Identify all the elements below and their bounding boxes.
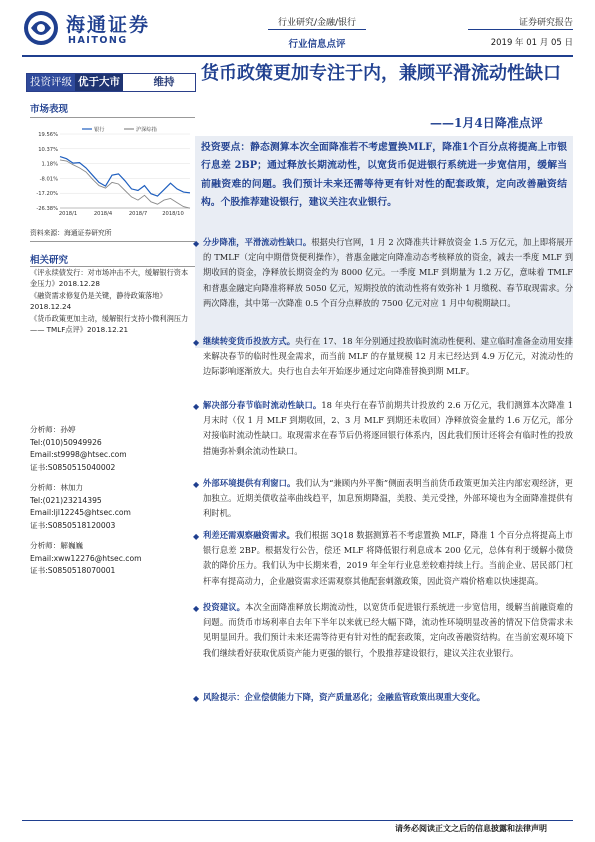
related-item[interactable]: 《货币政策更加主动，缓解银行支持小微利润压力—— TMLF点评》2018.12.21: [30, 314, 189, 334]
analyst-block-2: [30, 482, 200, 532]
header-category: 行业研究/金融/银行: [277, 18, 357, 28]
bullet-head: 外部环境提供有利窗口。: [203, 478, 296, 488]
bullet-marker-icon: ◆: [193, 239, 200, 248]
y-tick-label: -26.38%: [36, 206, 58, 212]
y-tick-label: -17.20%: [36, 191, 58, 198]
bullet-item: [193, 690, 573, 705]
header-date: 2019 年 01 月 05 日: [490, 38, 573, 48]
related-title: 相关研究: [30, 255, 69, 266]
header-divider-right: [468, 29, 573, 30]
analyst-cert: 证书:S0850518120003: [30, 520, 116, 530]
y-tick-label: 1.18%: [41, 161, 58, 168]
bullet-body: 根据央行官网，1 月 2 次降准共计释放资金 1.5 万亿元，加上即将展开的 TMLF（定向中期借贷便利操作），普惠金融定向降准动态考核释放的资金，减去一季度 MLF 到期收回的资金，净释放长期资金约为 8000 亿元。一季度 MLF 到期量为 1.2 万亿，意味着 TMLF 和普惠金融定向降准将释放 5050 亿元，短期投放的流动性将有效弥补 1 月缴税、春节取现需求。分两次降准，其中第一次降准 0.5 个百分点释放的 7500 亿元对应 1 月中旬税期缺口。: [203, 237, 573, 308]
keypoint-text: 投资要点：静态测算本次全面降准若不考虑置换MLF，降准1个百分点将提高上市银行息差 2BP；通过释放长期流动性，以宽货币促进银行系统进一步宽信用，缓解当前融资难的问题。我们预计未来还需等待更有针对性的配套政策，定向改善融资结构。个股推荐建设银行，建议关注农业银行。: [201, 142, 567, 208]
chart-source: 资料来源：海通证券研究所: [30, 229, 112, 237]
bullet-item: [193, 398, 573, 459]
analyst-block-3: [30, 540, 200, 578]
bullet-head: 风险提示：企业偿债能力下降，资产质量恶化；金融监管政策出现重大变化。: [203, 692, 486, 702]
bullet-head: 投资建议。: [203, 602, 246, 612]
logo-en-text: HAITONG: [68, 35, 128, 46]
rating-label: 投资评级: [27, 74, 75, 91]
analyst-email[interactable]: Email:st9998@htsec.com: [30, 450, 127, 459]
report-subtitle: ——1月4日降准点评: [430, 116, 543, 130]
legend-label: 银行: [94, 127, 105, 133]
bullet-item: [193, 600, 573, 661]
footer-disclaimer[interactable]: 请务必阅读正文之后的信息披露和法律声明: [395, 824, 547, 833]
analyst-name: 分析师：解巍巍: [30, 541, 84, 550]
market-chart: [30, 124, 195, 216]
bullet-marker-icon: ◆: [193, 480, 200, 489]
header-divider: [268, 29, 366, 30]
related-item[interactable]: 《融资需求修复仍是关键，静待政策落地》2018.12.24: [30, 291, 167, 311]
rating-value: 优于大市: [75, 74, 123, 91]
market-title: 市场表现: [30, 104, 69, 115]
bullet-body: 我们认为“兼顾内外平衡”侧面表明当前货币政策更加关注内部宏观经济，更加独立。近期美债收益率曲线趋平，加息预期降温，美股、美元受挫，外部环境也为全面降准提供有利时机。: [203, 478, 573, 519]
header-rule: [22, 55, 573, 57]
analyst-tel: Tel:(010)50949926: [30, 437, 102, 447]
y-tick-label: 19.56%: [38, 132, 58, 138]
related-item[interactable]: 《评永续债发行：对市场冲击不大，缓解银行资本金压力》2018.12.28: [30, 268, 189, 288]
x-tick-label: 2018/4: [93, 211, 113, 216]
bullet-item: [193, 334, 573, 380]
x-tick-label: 2018/1: [58, 211, 78, 216]
bullet-head: 继续转变货币投放方式。: [203, 336, 296, 346]
bullet-body: 我们根据 3Q18 数据测算若不考虑置换 MLF，降准 1 个百分点将提高上市银行息差 2BP。根据发行公告，偿还 MLF 将降低银行利息成本 200 亿元，总体有利于缓解小微贷款的降价压力。我们认为中长期来看，2019 年全年行业息差较难持续上行。当前企业、居民部门杠杆率有提高动力，企业融资需求还需观察其他配套刺激政策，因此资产端价格难以快速提高。: [203, 530, 573, 586]
bullet-body: 央行在 17、18 年分别通过投放临时流动性便利、建立临时准备金动用安排来解决春节的临时性现金需求，而当前 MLF 的存量规模 12 月末已经达到 4.9 万亿元，对流动性的边际影响逐渐放大。央行也自去年开始逐步通过定向降准替换到期 MLF。: [203, 336, 573, 377]
report-title: 货币政策更加专注于内，兼顾平滑流动性缺口: [201, 63, 561, 84]
market-bottom-rule: [30, 241, 195, 242]
analyst-cert: 证书:S0850518070001: [30, 566, 116, 575]
header-firm-report: 证券研究报告: [518, 18, 573, 28]
bullet-body: 本次全面降准释放长期流动性，以宽货币促进银行系统进一步宽信用，缓解当前融资难的问题。而货币市场利率自去年下半年以来就已经大幅下降，流动性环境明显改善的情况下信贷需求未见明显回升。我们预计未来还需等待更有针对性的配套政策，定向改善融资结构。在当前宏观环境下我们继续看好获取优质资产能力更强的银行，个股推荐建设银行，建议关注农业银行。: [203, 602, 573, 658]
rating-action: 维持: [153, 76, 175, 88]
bullet-body: 18 年央行在春节前期共计投放约 2.6 万亿元，我们测算本次降准 1 月末时（仅 1 月 MLF 到期收回，2、3 月 MLF 到期还未收回）净释放资金量约 1.6 万亿元，部分对接临时流动性缺口。取现需求在春节后仍将逐回银行体系内，因此我们预计还将会有临时性的投放措施弥补剩余流动性缺口。: [203, 400, 573, 456]
y-tick-label: -8.01%: [39, 176, 58, 183]
bullet-marker-icon: ◆: [193, 532, 200, 541]
bullet-marker-icon: ◆: [193, 338, 200, 347]
series-line-index: [60, 160, 190, 208]
analyst-email[interactable]: Email:xww12276@htsec.com: [30, 553, 142, 563]
bullet-item: [193, 528, 573, 589]
analyst-email[interactable]: Email:ljl12245@htsec.com: [30, 508, 131, 517]
bullet-head: 解决部分春节临时流动性缺口。: [203, 400, 322, 410]
y-tick-label: 10.37%: [38, 146, 58, 153]
analyst-name: 分析师：林加力: [30, 483, 84, 492]
rating-box: [26, 73, 196, 92]
footer-rule: [22, 820, 573, 821]
market-rule: [30, 117, 195, 118]
related-rule: [30, 266, 195, 267]
bullet-item: [193, 235, 573, 311]
legend-label: 沪深综指: [136, 127, 157, 133]
analyst-cert: 证书:S0850515040002: [30, 462, 116, 472]
x-tick-label: 2018/7: [128, 211, 148, 216]
bullet-marker-icon: ◆: [193, 402, 200, 411]
analyst-name: 分析师：孙婷: [30, 425, 76, 434]
logo-cn-text: 海通证券: [66, 14, 151, 36]
analyst-block-1: [30, 424, 200, 474]
bullet-head: 分步降准，平滑流动性缺口。: [203, 237, 312, 247]
bullet-item: [193, 476, 573, 522]
header-report-type: 行业信息点评: [288, 39, 346, 50]
x-tick-label: 2018/10: [162, 211, 184, 216]
analyst-tel: Tel:(021)23214395: [30, 495, 102, 505]
bullet-head: 利差还需观察融资需求。: [203, 530, 295, 540]
haitong-logo: [22, 8, 172, 48]
related-list: [30, 268, 195, 335]
bullet-marker-icon: ◆: [193, 694, 200, 703]
bullet-marker-icon: ◆: [193, 604, 200, 613]
